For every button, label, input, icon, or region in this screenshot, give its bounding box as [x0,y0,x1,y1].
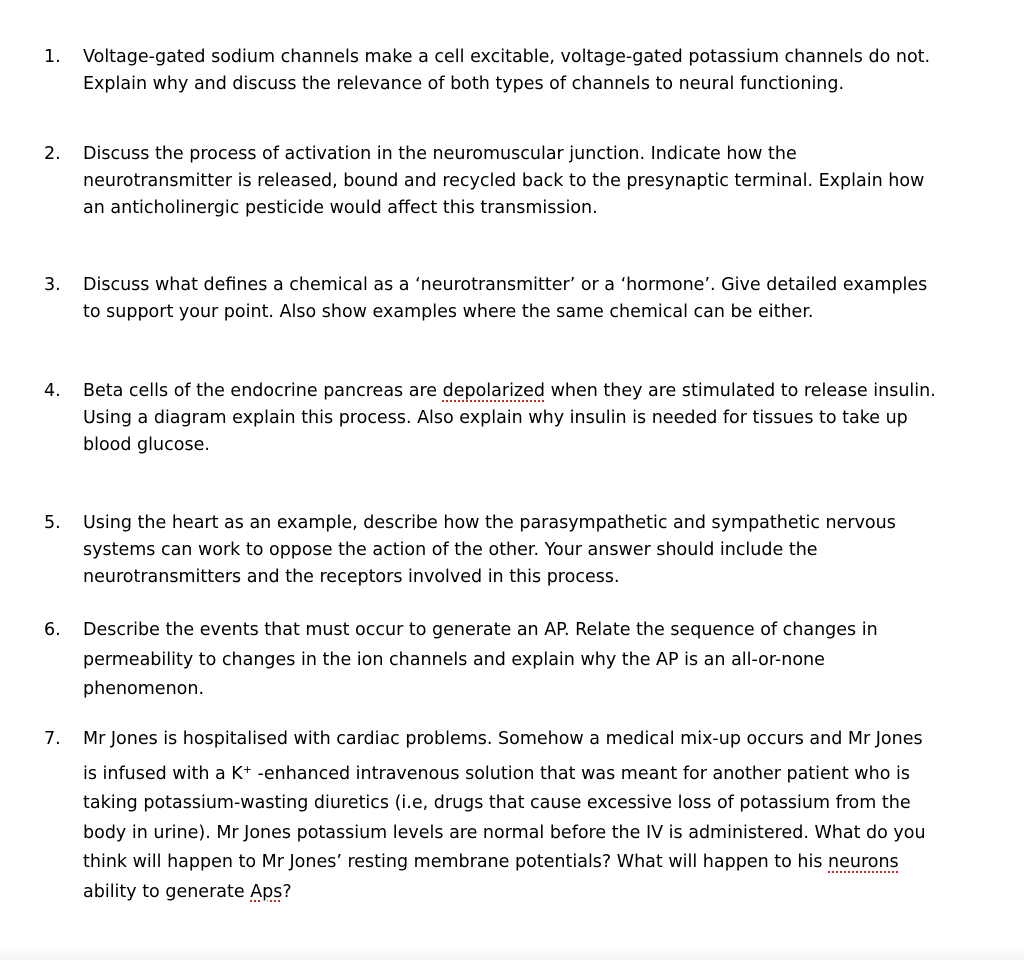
text-segment: ability to generate [83,881,251,902]
question-4 [44,378,984,459]
question-1 [44,44,984,98]
text-line: systems can work to oppose the action of the other. Your answer should include the [83,540,818,560]
text-line: blood glucose. [83,435,210,455]
text-line: an anticholinergic pesticide would affect this transmission. [83,198,598,218]
question-number: 5. [44,513,61,533]
spellcheck-flagged-word[interactable]: depolarized [442,381,545,401]
text-segment: ? [282,881,292,902]
question-number: 6. [44,620,61,640]
text-line: Discuss the process of activation in the neuromuscular junction. Indicate how the [83,144,797,164]
text-line: body in urine). Mr Jones potassium levels are normal before the IV is administered. What do you [83,822,926,843]
text-line: Using the heart as an example, describe how the parasympathetic and sympathetic nervous [83,513,896,533]
question-number: 2. [44,144,61,164]
text-line: Voltage-gated sodium channels make a cell excitable, voltage-gated potassium channels do not. [83,47,931,67]
text-segment: think will happen to Mr Jones’ resting membrane potentials? What will happen to his [83,852,828,872]
text-segment: -enhanced intravenous solution that was meant for another patient who is [251,763,910,784]
question-text [83,725,973,907]
text-line: Using a diagram explain this process. Also explain why insulin is needed for tissues to take up [83,408,908,428]
question-6 [44,616,984,705]
question-3 [44,272,984,326]
text-line: Mr Jones is hospitalised with cardiac problems. Somehow a medical mix-up occurs and Mr Jones [83,729,923,749]
text-line [83,755,973,790]
spellcheck-flagged-word[interactable]: Aps [250,881,283,902]
question-number: 4. [44,381,61,401]
text-line [83,878,973,908]
text-line: neurotransmitters and the receptors involved in this process. [83,567,620,587]
text-line: taking potassium-wasting diuretics (i.e, drugs that cause excessive loss of potassium from the [83,793,911,813]
question-5 [44,510,984,591]
page-bottom-edge [0,946,1024,960]
question-text [83,510,973,591]
text-line: permeability to changes in the ion channels and explain why the AP is an all-or-none [83,649,825,670]
text-line: phenomenon. [83,679,205,699]
text-line: Explain why and discuss the relevance of both types of channels to neural functioning. [83,74,845,94]
question-text [83,378,973,459]
text-segment: is infused with a K [83,763,243,784]
text-line [83,848,973,878]
question-2 [44,141,984,222]
superscript-plus: + [242,762,252,776]
question-text [83,44,973,98]
question-text [83,616,973,705]
question-text [83,141,973,222]
text-line [83,378,973,405]
question-text [83,272,973,326]
question-7 [44,725,984,907]
text-line: to support your point. Also show examples where the same chemical can be either. [83,302,814,322]
spellcheck-flagged-word[interactable]: neurons [828,852,899,872]
text-segment: when they are stimulated to release insulin. [545,381,936,401]
text-segment: Beta cells of the endocrine pancreas are [83,381,443,401]
text-line: Describe the events that must occur to generate an AP. Relate the sequence of changes in [83,620,878,640]
question-number: 3. [44,275,61,295]
question-number: 1. [44,47,61,67]
text-line: neurotransmitter is released, bound and recycled back to the presynaptic terminal. Explain how [83,171,925,191]
text-line: Discuss what defines a chemical as a ‘neurotransmitter’ or a ‘hormone’. Give detailed examples [83,275,928,295]
question-number: 7. [44,729,61,749]
